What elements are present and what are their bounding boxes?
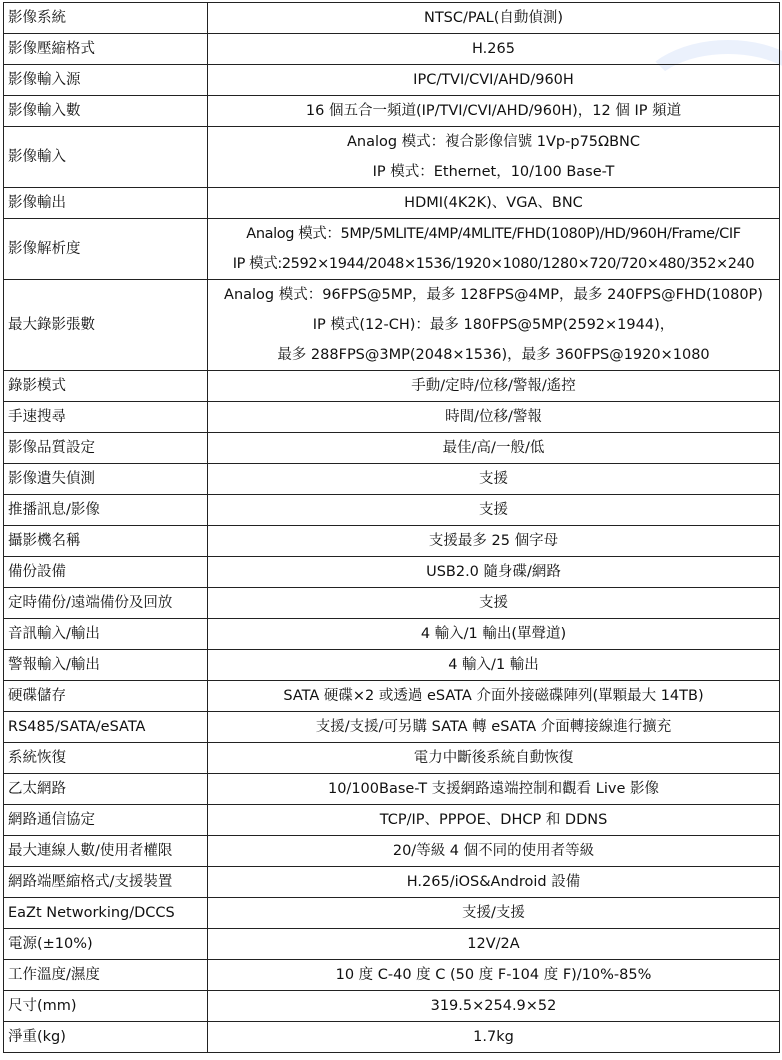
spec-value-line: 支援/支援/可另購 SATA 轉 eSATA 介面轉接線進行擴充 — [315, 719, 672, 735]
spec-label: 最大錄影張數 — [4, 280, 208, 371]
spec-row — [4, 1022, 780, 1053]
spec-label: 攝影機名稱 — [4, 526, 208, 557]
spec-row — [4, 929, 780, 960]
spec-value — [208, 557, 780, 588]
spec-value — [208, 219, 780, 280]
spec-value-line: IPC/TVI/CVI/AHD/960H — [413, 72, 574, 88]
spec-value-line: 時間/位移/警報 — [445, 409, 542, 425]
spec-value — [208, 3, 780, 34]
spec-value-line: H.265/iOS&Android 設備 — [406, 874, 581, 890]
spec-label: 警報輸入/輸出 — [4, 650, 208, 681]
spec-value-line: USB2.0 隨身碟/網路 — [426, 564, 561, 580]
spec-value — [208, 371, 780, 402]
spec-label: 備份設備 — [4, 557, 208, 588]
spec-label: 影像系統 — [4, 3, 208, 34]
spec-value-line: 支援 — [479, 595, 508, 611]
spec-row — [4, 219, 780, 280]
spec-value — [208, 898, 780, 929]
spec-value-line: IP 模式(12-CH)：最多 180FPS@5MP(2592×1944)， — [312, 317, 675, 333]
spec-value — [208, 743, 780, 774]
spec-label: 影像輸出 — [4, 188, 208, 219]
spec-value-line: 最多 288FPS@3MP(2048×1536)，最多 360FPS@1920×1080 — [277, 347, 710, 363]
spec-value-line: 支援最多 25 個字母 — [428, 533, 559, 549]
spec-label: 手速搜尋 — [4, 402, 208, 433]
spec-value — [208, 836, 780, 867]
spec-value — [208, 588, 780, 619]
spec-label: 網路端壓縮格式/支援裝置 — [4, 867, 208, 898]
spec-row — [4, 867, 780, 898]
spec-value — [208, 433, 780, 464]
spec-value-line: SATA 硬碟×2 或透過 eSATA 介面外接磁碟陣列(單顆最大 14TB) — [283, 688, 704, 704]
spec-label: 影像遺失偵測 — [4, 464, 208, 495]
spec-value-line: IP 模式:2592×1944/2048×1536/1920×1080/1280×720/720×480/352×240 — [232, 256, 755, 272]
spec-row — [4, 34, 780, 65]
spec-value-line: 20/等級 4 個不同的使用者等級 — [392, 843, 595, 859]
spec-row — [4, 712, 780, 743]
spec-value-line: 手動/定時/位移/警報/遙控 — [411, 378, 576, 394]
spec-row — [4, 495, 780, 526]
spec-value — [208, 127, 780, 188]
spec-value-line: 319.5×254.9×52 — [430, 998, 557, 1014]
spec-value-line: 最佳/高/一般/低 — [442, 440, 545, 456]
spec-row — [4, 371, 780, 402]
spec-value-line: 支援/支援 — [462, 905, 525, 921]
spec-label: 推播訊息/影像 — [4, 495, 208, 526]
spec-value — [208, 929, 780, 960]
spec-value — [208, 867, 780, 898]
spec-value — [208, 188, 780, 219]
spec-value — [208, 402, 780, 433]
spec-label: 電源(±10%) — [4, 929, 208, 960]
spec-row — [4, 127, 780, 188]
spec-value-line: 12V/2A — [467, 936, 520, 952]
spec-value-line: Analog 模式：5MP/5MLITE/4MP/4MLITE/FHD(1080P)/HD/960H/Frame/CIF — [246, 226, 741, 242]
spec-value — [208, 464, 780, 495]
spec-label: RS485/SATA/eSATA — [4, 712, 208, 743]
spec-table-body — [4, 3, 780, 1053]
spec-label: 影像輸入 — [4, 127, 208, 188]
spec-value-line: NTSC/PAL(自動偵測) — [423, 10, 564, 26]
spec-value-line: 10/100Base-T 支援網路遠端控制和觀看 Live 影像 — [327, 781, 659, 797]
spec-value — [208, 280, 780, 371]
spec-label: 最大連線人數/使用者權限 — [4, 836, 208, 867]
spec-row — [4, 526, 780, 557]
spec-value-line: Analog 模式：複合影像信號 1Vp-p75ΩBNC — [346, 134, 641, 150]
spec-value — [208, 774, 780, 805]
spec-row — [4, 619, 780, 650]
spec-value-line: HDMI(4K2K)、VGA、BNC — [404, 195, 583, 211]
spec-label: 乙太網路 — [4, 774, 208, 805]
spec-value — [208, 619, 780, 650]
spec-label: 影像品質設定 — [4, 433, 208, 464]
spec-label: 定時備份/遠端備份及回放 — [4, 588, 208, 619]
spec-label: 影像壓縮格式 — [4, 34, 208, 65]
spec-value-line: H.265 — [472, 41, 515, 57]
spec-row — [4, 650, 780, 681]
spec-row — [4, 65, 780, 96]
spec-value — [208, 495, 780, 526]
spec-row — [4, 557, 780, 588]
spec-value-line: 支援 — [479, 471, 508, 487]
spec-label: 錄影模式 — [4, 371, 208, 402]
spec-row — [4, 774, 780, 805]
spec-row — [4, 588, 780, 619]
spec-value — [208, 805, 780, 836]
spec-row — [4, 402, 780, 433]
spec-row — [4, 280, 780, 371]
spec-label: 網路通信協定 — [4, 805, 208, 836]
spec-label: 系統恢復 — [4, 743, 208, 774]
spec-label: 尺寸(mm) — [4, 991, 208, 1022]
spec-label: 影像解析度 — [4, 219, 208, 280]
spec-label: EaZt Networking/DCCS — [4, 898, 208, 929]
spec-value — [208, 960, 780, 991]
spec-value-line: 16 個五合一頻道(IP/TVI/CVI/AHD/960H)，12 個 IP 頻道 — [305, 103, 682, 119]
spec-row — [4, 991, 780, 1022]
spec-row — [4, 805, 780, 836]
spec-value-line: 4 輸入/1 輸出 — [448, 657, 539, 673]
spec-row — [4, 464, 780, 495]
spec-row — [4, 898, 780, 929]
spec-row — [4, 743, 780, 774]
spec-value-line: IP 模式：Ethernet，10/100 Base-T — [372, 164, 615, 180]
spec-table — [3, 2, 780, 1053]
spec-value — [208, 1022, 780, 1053]
spec-label: 淨重(kg) — [4, 1022, 208, 1053]
spec-value — [208, 650, 780, 681]
spec-label: 影像輸入源 — [4, 65, 208, 96]
spec-value — [208, 65, 780, 96]
spec-label: 工作溫度/濕度 — [4, 960, 208, 991]
spec-value-line: 4 輸入/1 輸出(單聲道) — [420, 626, 567, 642]
spec-value-line: 1.7kg — [473, 1029, 514, 1045]
spec-row — [4, 960, 780, 991]
spec-label: 影像輸入數 — [4, 96, 208, 127]
spec-value — [208, 681, 780, 712]
spec-row — [4, 96, 780, 127]
spec-value — [208, 96, 780, 127]
spec-value-line: Analog 模式：96FPS@5MP，最多 128FPS@4MP，最多 240FPS@FHD(1080P) — [224, 287, 763, 303]
spec-row — [4, 3, 780, 34]
spec-value-line: 10 度 C-40 度 C (50 度 F-104 度 F)/10%-85% — [335, 967, 652, 983]
spec-row — [4, 433, 780, 464]
spec-row — [4, 188, 780, 219]
spec-value — [208, 712, 780, 743]
spec-row — [4, 681, 780, 712]
spec-value — [208, 991, 780, 1022]
spec-value — [208, 526, 780, 557]
spec-value — [208, 34, 780, 65]
spec-value-line: 電力中斷後系統自動恢復 — [413, 750, 574, 766]
spec-value-line: 支援 — [479, 502, 508, 518]
spec-label: 硬碟儲存 — [4, 681, 208, 712]
spec-row — [4, 836, 780, 867]
spec-label: 音訊輸入/輸出 — [4, 619, 208, 650]
spec-value-line: TCP/IP、PPPOE、DHCP 和 DDNS — [379, 812, 608, 828]
